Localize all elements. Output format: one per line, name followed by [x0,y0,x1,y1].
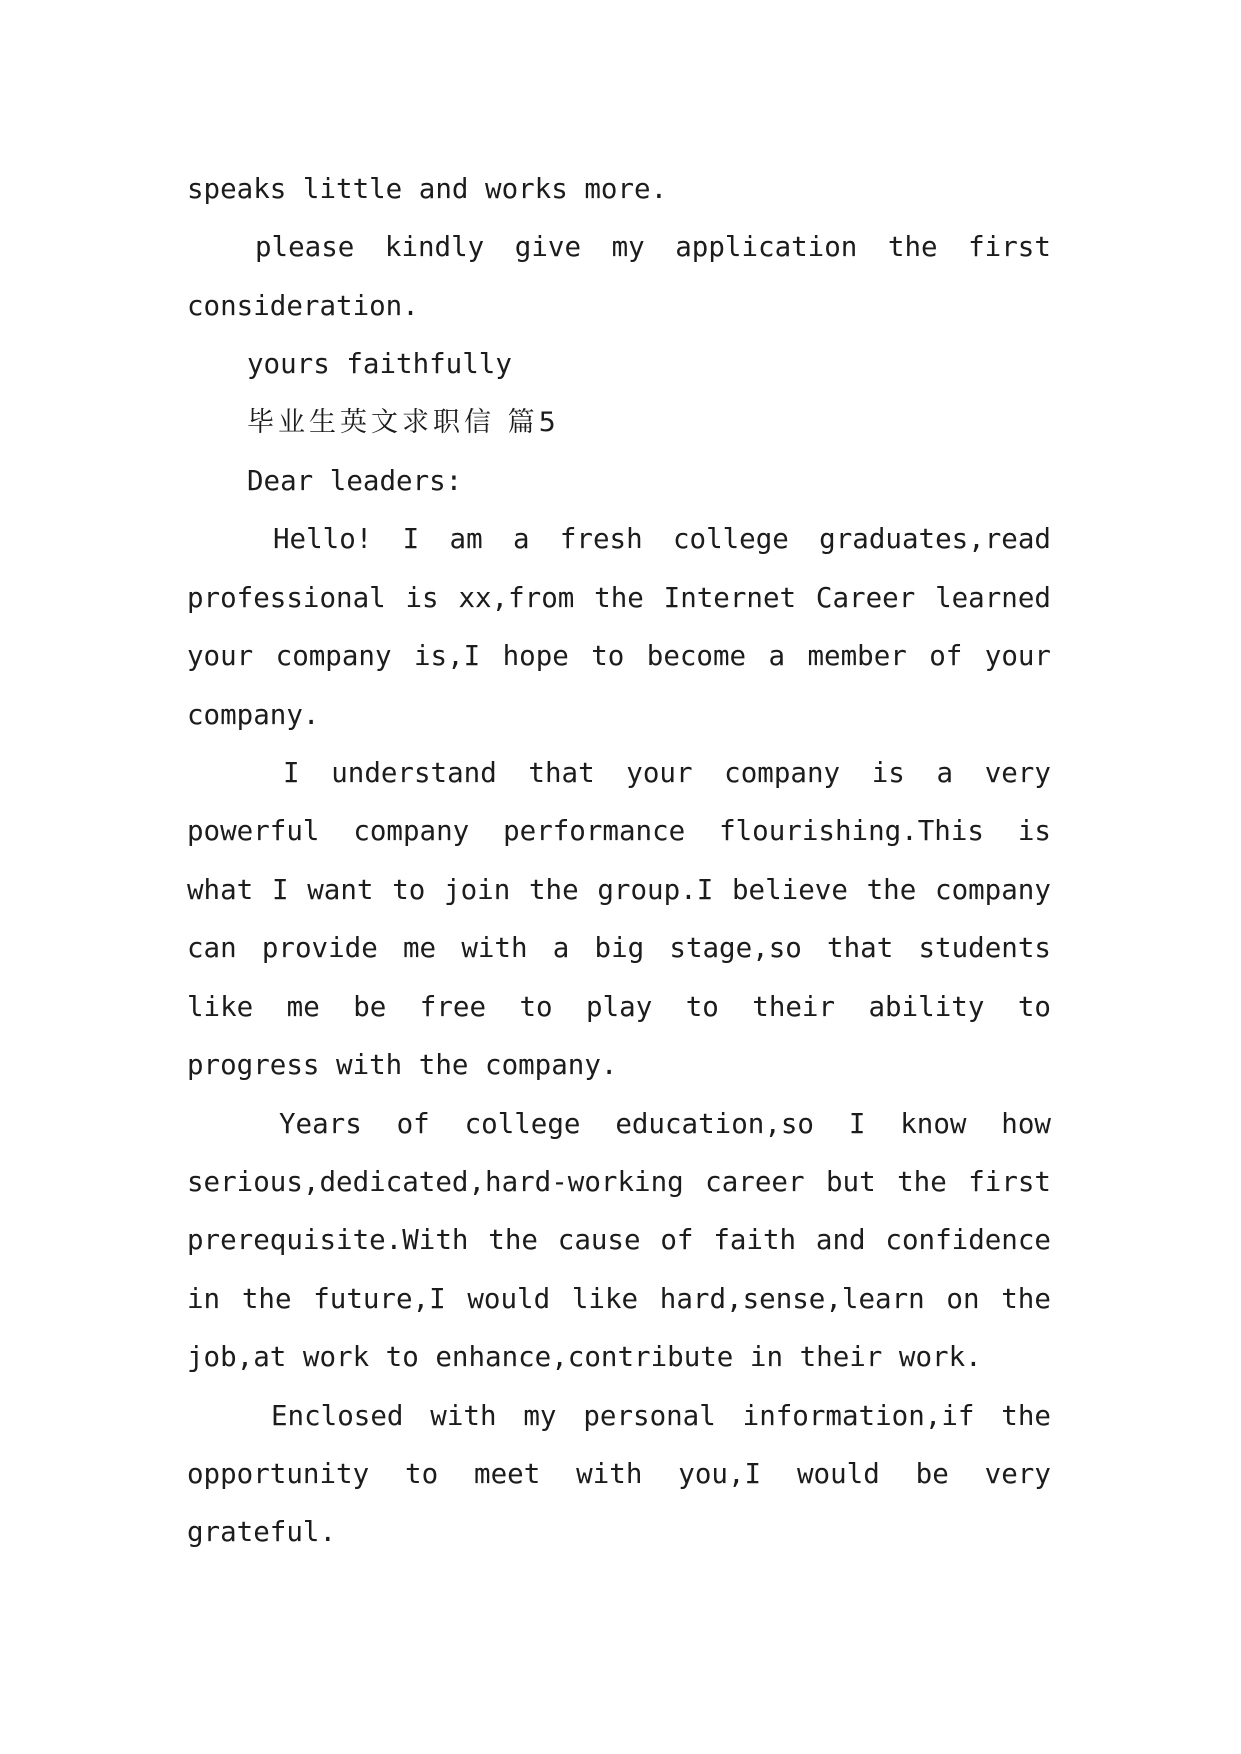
word: member [807,640,907,673]
justified-line [187,1387,1051,1445]
word: join [444,873,511,906]
word: opportunity [187,1457,370,1490]
word: the [241,1282,292,1315]
word: I [402,523,420,556]
justified-line [187,1445,1051,1503]
word: know [900,1107,967,1140]
word: your [626,757,693,790]
word: powerful [187,815,320,848]
letter-body [187,160,1051,1562]
word: is [871,757,905,790]
word: fresh [559,523,643,556]
word: Enclosed [271,1399,404,1432]
word: like [571,1282,639,1315]
word: flourishing.This [719,815,984,848]
justified-line [187,744,1051,802]
word: to [392,873,426,906]
word: I [848,1107,866,1140]
word: provide [261,932,378,965]
word: company [353,815,470,848]
word: believe [732,873,848,906]
word: kindly [384,231,485,264]
word: with [461,932,528,965]
word: cause [557,1224,641,1257]
word: stage,so [669,932,802,965]
word: of [660,1224,694,1257]
justified-line [187,978,1051,1036]
word: prerequisite.With [187,1224,469,1257]
text-line: consideration. [187,289,419,322]
word: my [611,231,645,264]
word: but [825,1165,876,1198]
justified-line [187,1211,1051,1269]
word: can [187,932,237,965]
word: meet [474,1457,541,1490]
word: me [402,932,437,965]
justified-line [187,1270,1051,1328]
word: college [464,1107,581,1140]
word: the [1001,1282,1051,1315]
word: with [576,1457,643,1490]
word: a [552,932,570,965]
word: the [1001,1399,1051,1432]
text-line: progress with the company. [187,1049,618,1082]
word: first [968,1165,1051,1198]
word: Years [279,1107,362,1140]
text-line: job,at work to enhance,contribute in their work. [187,1341,982,1374]
justified-line [187,218,1051,276]
word: you,I [678,1457,762,1490]
word: with [430,1399,497,1432]
word: of [929,640,963,673]
word: Hello! [273,523,373,556]
word: the [866,873,917,906]
text-line: grateful. [187,1516,337,1549]
word: graduates,read [819,523,1051,556]
word: Internet [663,581,797,614]
salutation: Dear leaders: [247,465,463,498]
word: want [307,873,374,906]
word: become [646,640,747,673]
word: your [187,640,254,673]
word: in [187,1282,221,1315]
word: group.I [597,873,714,906]
justified-line [187,919,1051,977]
word: big [594,932,645,965]
word: first [968,231,1051,264]
word: professional [187,581,386,614]
justified-line [187,861,1051,919]
text-line: speaks little and works more. [187,173,668,205]
word: like [187,990,254,1023]
justified-line [187,1095,1051,1153]
justified-line [187,1153,1051,1211]
word: and [815,1224,866,1257]
justified-line [187,510,1051,568]
word: to [519,990,553,1023]
word: career [705,1165,805,1198]
word: is,I [413,640,481,673]
word: the [887,231,938,264]
word: is [405,581,439,614]
word: performance [503,815,686,848]
word: education,so [615,1107,814,1140]
word: to [405,1457,439,1490]
word: company [724,757,841,790]
word: your [984,640,1051,673]
justified-line [187,627,1051,685]
word: faith [713,1224,797,1257]
word: a [512,523,530,556]
word: company [935,873,1051,906]
word: please [255,231,355,264]
word: on [946,1282,980,1315]
word: very [984,1457,1051,1490]
word: application [675,231,858,264]
word: ability [868,990,985,1023]
word: their [752,990,836,1023]
word: company [275,640,392,673]
word: a [768,640,786,673]
word: the [897,1165,947,1198]
word: hope [502,640,569,673]
word: hard,sense,learn [659,1282,925,1315]
word: learned [935,581,1051,614]
word: be [915,1457,949,1490]
word: a [936,757,954,790]
word: the [488,1224,538,1257]
word: information,if [742,1399,975,1432]
section-heading: 毕业生英文求职信 篇5 [247,406,560,438]
word: am [449,523,483,556]
word: I [283,757,300,790]
justified-line [187,569,1051,627]
word: give [514,231,582,264]
word: that [528,757,595,790]
word: very [984,757,1051,790]
word: free [419,990,487,1023]
word: personal [583,1399,716,1432]
word: how [1001,1107,1051,1140]
word: is [1017,815,1051,848]
word: confidence [885,1224,1051,1257]
word: would [796,1457,880,1490]
word: Career [815,581,916,614]
word: college [672,523,789,556]
word: be [353,990,387,1023]
word: understand [331,757,497,790]
word: students [918,932,1051,965]
word: of [396,1107,430,1140]
word: the [528,873,579,906]
word: to [685,990,719,1023]
word: that [827,932,894,965]
signoff: yours faithfully [247,348,512,381]
word: my [523,1399,557,1432]
text-line: company. [187,698,320,731]
word: would [467,1282,551,1315]
justified-line [187,802,1051,860]
word: to [1017,990,1051,1023]
word: what [187,873,254,906]
word: me [286,990,320,1023]
word: xx,from [458,581,575,614]
word: future,I [313,1282,446,1315]
word: the [594,581,644,614]
word: play [586,990,653,1023]
word: serious,dedicated,hard-working [187,1165,684,1198]
word: I [271,873,289,906]
word: to [591,640,625,673]
